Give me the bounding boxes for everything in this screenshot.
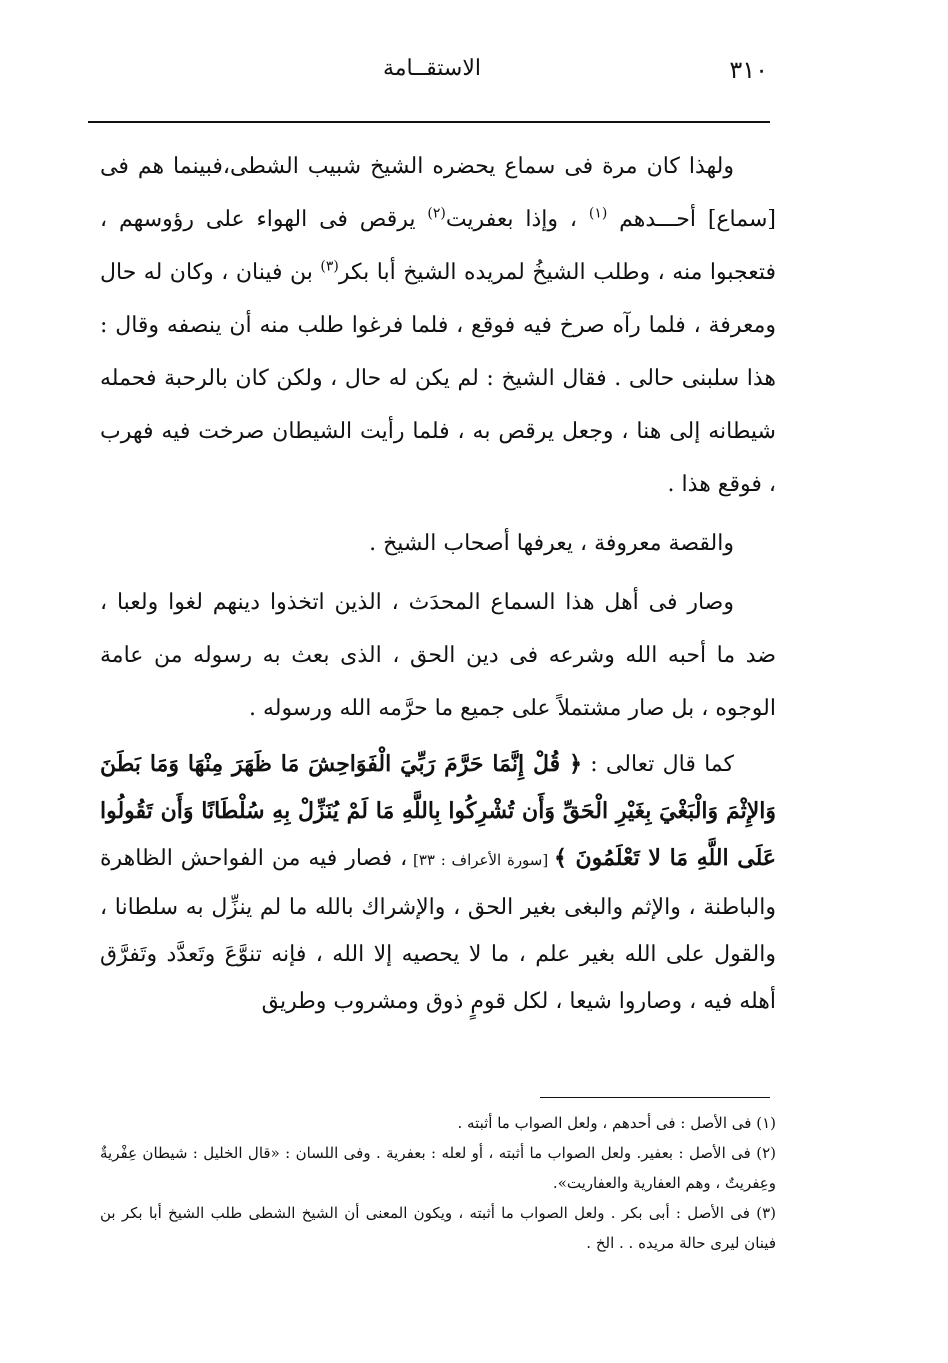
paragraph-quran-citation	[100, 741, 776, 1025]
footnote-3: (٣) فى الأصل : أبى بكر . ولعل الصواب ما أثبته ، ويكون المعنى أن الشيخ الشطى طلب الشيخ أبا بكر بن فينان ليرى حالة مريده . . الخ .	[100, 1204, 776, 1252]
paragraph-text: ولهذا كان مرة فى سماع يحضره الشيخ شبيب الشطى،فبينما هم فى [سماع] أحـــدهم	[100, 154, 776, 232]
footnote-1: (١) فى الأصل : فى أحدهم ، ولعل الصواب ما أثبته .	[457, 1114, 776, 1132]
paragraph-innovated-sama: وصار فى أهل هذا السماع المحدَث ، الذين اتخذوا دينهم لغوا ولعبا ، ضد ما أحبه الله وشرعه فى دين الحق ، الذى بعث به رسوله من عامة الوجوه ، بل صار مشتملاً على جميع ما حرَّمه الله ورسوله .	[100, 590, 776, 721]
page-number: ٣١٠	[729, 56, 768, 84]
footnotes	[100, 1108, 776, 1258]
running-title: الاستقــامة	[382, 56, 482, 81]
footnote-marker-2: (٢)	[427, 205, 446, 222]
header-rule	[88, 121, 770, 123]
page-header	[96, 52, 768, 92]
paragraph-text: ، وإذا بعفريت	[445, 207, 589, 232]
paragraph-story	[100, 140, 776, 511]
footnote-marker-1: (١)	[588, 205, 608, 222]
surah-reference: [سورة الأعراف : ٣٣]	[407, 851, 554, 869]
paragraph-text: ، فصار فيه من الفواحش الظاهرة والباطنة ، والإثم والبغى بغير الحق ، والإشراك بالله ما لم ينزِّل به سلطانا ، والقول على الله بغير علم ، ما لا يحصيه إلا الله ، فإنه تنوَّعَ وتَعدَّد وتَفرَّق أهله فيه ، وصاروا شيعا ، لكل قومٍ ذوق ومشروب وطريق	[100, 846, 776, 1014]
footnote-marker-3: (٣)	[320, 258, 339, 275]
quran-verse: ﴿ قُلْ إِنَّمَا حَرَّمَ رَبِّيَ الْفَوَاحِشَ مَا ظَهَرَ مِنْهَا وَمَا بَطَنَ وَالإِثْمَ وَالْبَغْيَ بِغَيْرِ الْحَقِّ وَأَن تُشْرِكُوا بِاللَّهِ مَا لَمْ يُنَزِّلْ بِهِ سُلْطَانًا وَأَن تَقُولُوا عَلَى اللَّهِ مَا لا تَعْلَمُونَ ﴾	[100, 751, 776, 871]
paragraph-text: يرقص فى الهواء على رؤوسهم ، فتعجبوا منه ، وطلب الشيخُ لمريده الشيخ أبا بكر	[100, 207, 777, 285]
citation-lead: كما قال تعالى :	[582, 752, 734, 777]
paragraph-text: بن فينان ، وكان له حال ومعرفة ، فلما رآه صرخ فيه فوقع ، فلما فرغوا طلب منه أن ينصفه وقال : هذا سلبنى حالى . فقال الشيخ : لم يكن له حال ، ولكن كان بالرحبة فحمله شيطانه إلى هنا ، وجعل يرقص به ، فلما رأيت الشيطان صرخت فيه فهرب ، فوقع هذا .	[100, 260, 776, 497]
paragraph-known-story: والقصة معروفة ، يعرفها أصحاب الشيخ .	[369, 531, 734, 556]
body-text	[100, 140, 776, 1025]
footnote-rule	[540, 1097, 770, 1098]
footnote-2: (٢) فى الأصل : بعفير. ولعل الصواب ما أثبته ، أو لعله : بعفرية . وفى اللسان : «قال الخليل : شيطان عِفْريةٌ وعِفريتٌ ، وهم العفارية والعفاريت».	[100, 1144, 777, 1192]
